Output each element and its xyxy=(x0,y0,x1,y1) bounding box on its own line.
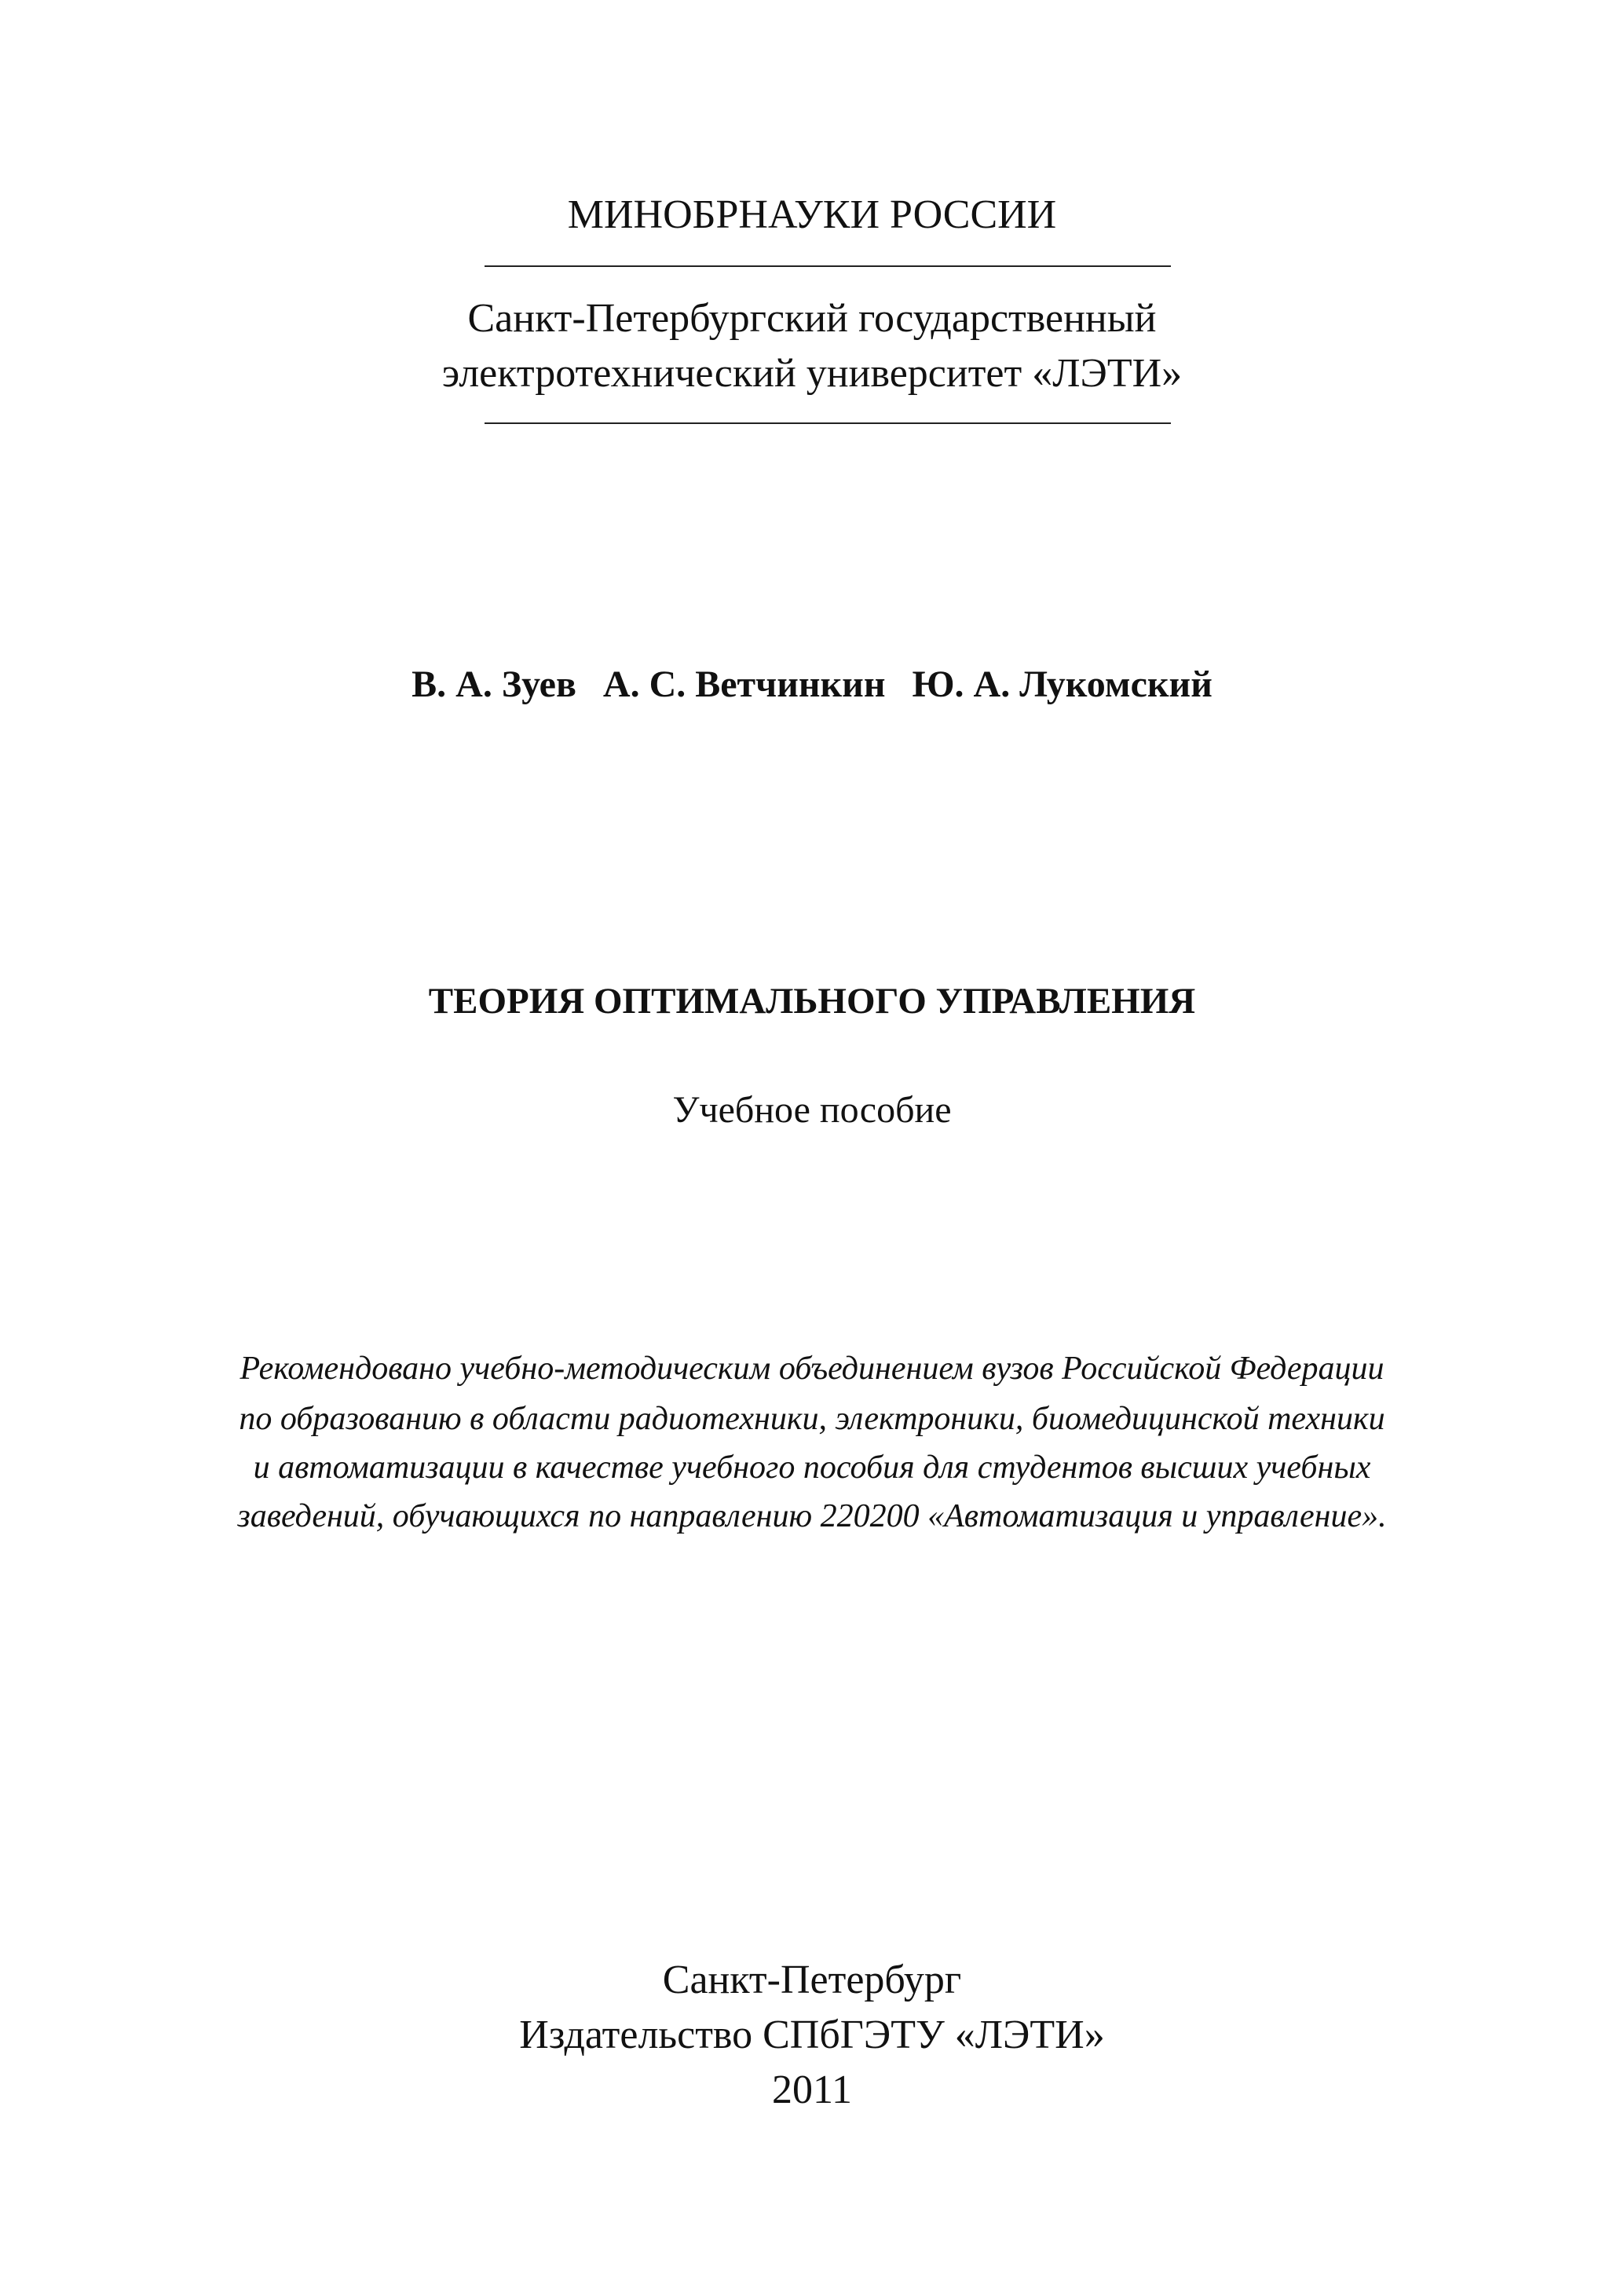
divider-top xyxy=(485,265,1171,267)
book-subtitle: Учебное пособие xyxy=(672,1089,952,1131)
recommendation-line-1: Рекомендовано учебно-методическим объединением вузов Российской Федерации xyxy=(240,1351,1384,1387)
imprint-city: Санкт-Петербург xyxy=(662,1958,962,2002)
recommendation-line-2: по образованию в области радиотехники, электроники, биомедицинской техники xyxy=(239,1401,1385,1437)
author-3: Ю. А. Лукомский xyxy=(912,664,1213,705)
imprint-publisher: Издательство СПбГЭТУ «ЛЭТИ» xyxy=(519,2013,1105,2057)
ministry-name: МИНОБРНАУКИ РОССИИ xyxy=(567,192,1057,237)
university-name-line1: Санкт-Петербургский государственный xyxy=(467,296,1157,341)
recommendation-line-4: заведений, обучающихся по направлению 220200 «Автоматизация и управление». xyxy=(237,1498,1387,1534)
authors xyxy=(0,666,1624,704)
imprint-year: 2011 xyxy=(771,2067,853,2112)
book-title: ТЕОРИЯ ОПТИМАЛЬНОГО УПРАВЛЕНИЯ xyxy=(428,981,1196,1022)
university-name-line2: электротехнический университет «ЛЭТИ» xyxy=(441,351,1183,396)
author-1: В. А. Зуев xyxy=(411,664,576,705)
divider-bottom xyxy=(485,422,1171,424)
author-2: А. С. Ветчинкин xyxy=(602,664,886,705)
recommendation-line-3: и автоматизации в качестве учебного пособия для студентов высших учебных xyxy=(253,1450,1371,1486)
